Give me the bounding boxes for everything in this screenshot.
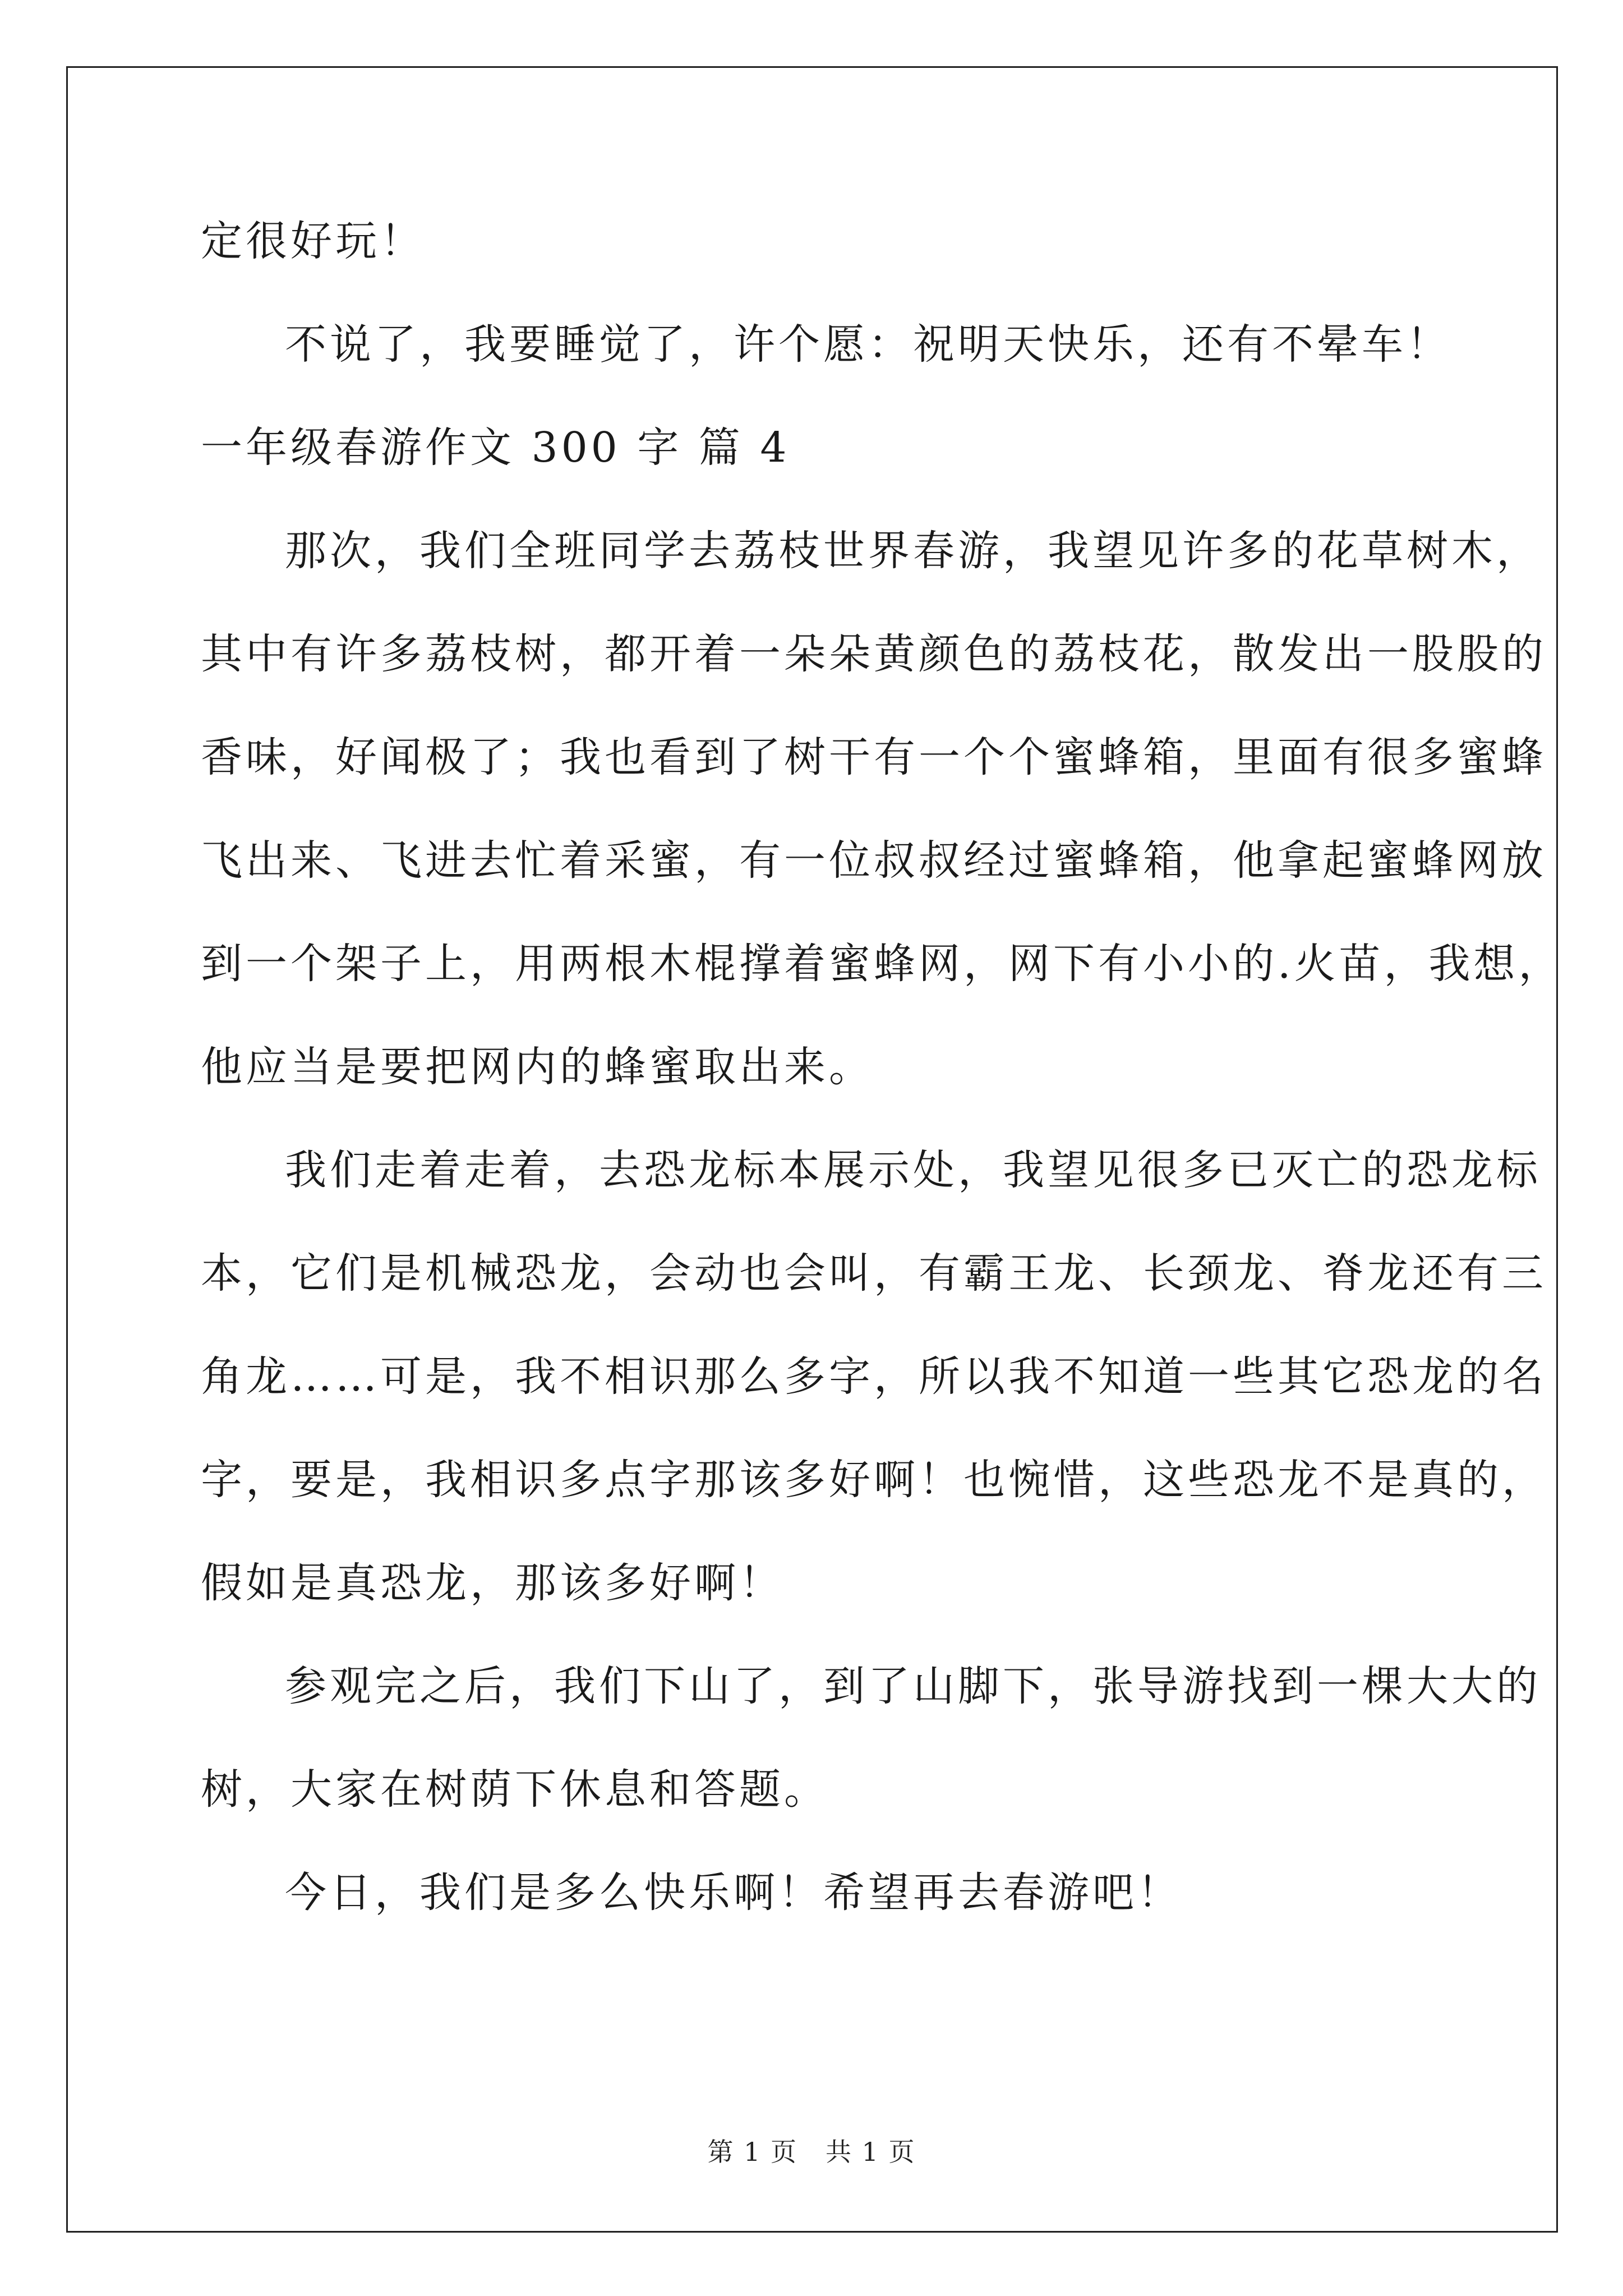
text-line: 定很好玩！ <box>201 217 425 265</box>
text-line: 到一个架子上，用两根木棍撑着蜜蜂网，网下有小小的.火苗，我想， <box>201 940 1564 988</box>
document-body <box>201 190 1564 1944</box>
text-line: 他应当是要把网内的蜂蜜取出来。 <box>201 1043 874 1091</box>
text-line: 那次，我们全班同学去荔枝世界春游，我望见许多的花草树木， <box>285 527 1541 575</box>
section-heading: 一年级春游作文 300 字 篇 4 <box>201 424 790 472</box>
text-line: 飞出来、飞进去忙着采蜜，有一位叔叔经过蜜蜂箱，他拿起蜜蜂网放 <box>201 836 1547 885</box>
text-line: 字，要是，我相识多点字那该多好啊！也惋惜，这些恐龙不是真的， <box>201 1456 1547 1504</box>
text-line: 角龙……可是，我不相识那么多字，所以我不知道一些其它恐龙的名 <box>201 1352 1547 1401</box>
text-line: 我们走着走着，去恐龙标本展示处，我望见很多已灭亡的恐龙标 <box>285 1146 1541 1194</box>
text-line: 今日，我们是多么快乐啊！希望再去春游吧！ <box>285 1869 1182 1917</box>
page-number-current: 第 1 页 <box>707 2137 797 2167</box>
text-line: 不说了，我要睡觉了，许个愿：祝明天快乐，还有不晕车！ <box>285 320 1451 369</box>
text-line: 香味，好闻极了；我也看到了树干有一个个蜜蜂箱，里面有很多蜜蜂 <box>201 733 1547 781</box>
text-line: 假如是真恐龙，那该多好啊！ <box>201 1559 784 1607</box>
text-line: 参观完之后，我们下山了，到了山脚下，张导游找到一棵大大的 <box>285 1662 1541 1710</box>
text-line: 本，它们是机械恐龙，会动也会叫，有霸王龙、长颈龙、脊龙还有三 <box>201 1249 1547 1297</box>
page-footer <box>0 2132 1623 2169</box>
text-line: 其中有许多荔枝树，都开着一朵朵黄颜色的荔枝花，散发出一股股的 <box>201 630 1547 678</box>
page-number-total: 共 1 页 <box>826 2137 916 2167</box>
text-line: 树，大家在树荫下休息和答题。 <box>201 1765 829 1814</box>
